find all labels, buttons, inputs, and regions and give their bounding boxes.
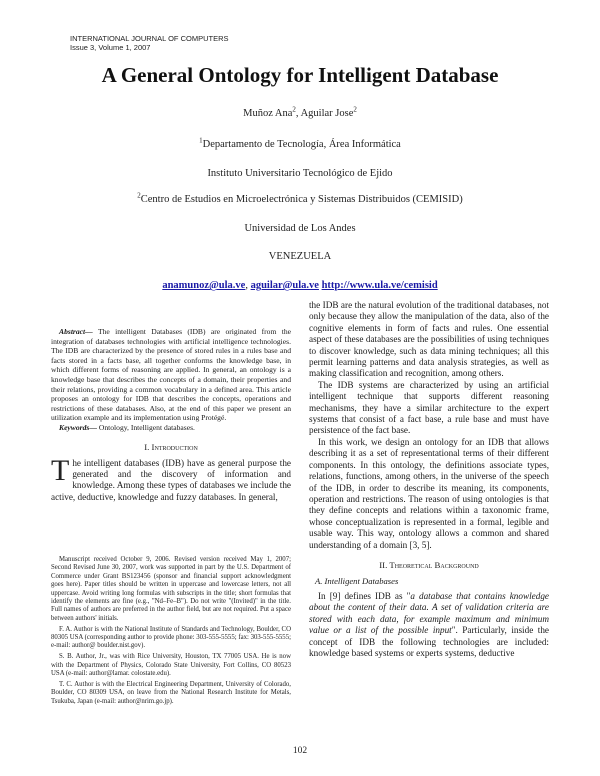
p4-end: ". Particularly, inside the concept of IDB the following technologies are included: knowledge based systems or experts systems, deductive [309,625,549,658]
footnote-1: Manuscript received October 9, 2006. Revised version received May 1, 2007; Second Revised June 30, 2007, work was supported in part by the U.S. Department of Commerce under Grant BS123456 (sponsor and financial support acknowledgment goes here). Paper titles should be written in uppercase and lowercase letters, not all uppercase. Avoid writing long formulas with subscripts in the title; short formulas that identify the elements are fine (e.g., "Nd–Fe–B"). Do not write "(Invited)" in the title. Full names of authors are preferred in the author field, but are not required. Put a space between authors' initials. [51,556,291,622]
right-paragraph-3: In this work, we design an ontology for an IDB that allows describing it as a set of representational terms of their different components. In this ontology, the definitions associate types, relations, functions, among others, in the universe of the speech of the IDB, in order to describe its meaning, its components, operation and restrictions. The reason of using ontologies is that they define concepts and relations within a taxonomic frame, whose conceptualization is represented in a formal, legible and usable way. This way, ontology allows a common and shared understanding of a domain [3, 5]. [309,436,549,550]
keywords-text: Ontology, Intelligent databases. [96,422,195,432]
p4-start: In [9] defines IDB as " [318,590,411,601]
author-separator: , [295,108,301,119]
subsection-heading: A. Intelligent Databases [315,575,399,586]
contact-line [0,279,600,292]
affiliation-4: Universidad de Los Andes [244,223,356,234]
website-link[interactable]: http://www.ula.ve/cemisid [321,280,438,291]
footnote-3: S. B. Author, Jr., was with Rice University, Houston, TX 77005 USA. He is now with the Department of Physics, Colorado State University, Fort Collins, CO 80523 USA (e-mail: author@lamar. colostate.edu). [51,653,291,678]
affiliation-3-text: Centro de Estudios en Microelectrónica y Sistemas Distribuidos (CEMISID) [140,194,463,205]
author-1: Muñoz Ana [243,108,293,119]
email-link-2[interactable]: aguilar@ula.ve [250,280,319,291]
right-paragraph-1: the IDB are the natural evolution of the traditional databases, not only because they allow the manipulation of the data, also of the cognitive elements in form of facts and rules. One essential aspect of these databases are the possibilities of using techniques to discover knowledge, such as data mining techniques; all this permit learning patterns and data analysis strategies, as well as making classification and recognition, among others. [309,300,549,379]
footnotes [51,556,291,708]
affiliation-5: VENEZUELA [268,251,332,262]
affiliation-1-sup: 1 [199,136,203,145]
author-1-sup: 2 [292,105,296,114]
intro-text: he intelligent databases (IDB) have as general purpose the generated and the discovery of information and knowledge. Among these types of databases we include the active, deductive, knowledge and fuzzy databases. In general, [51,457,291,502]
abstract-text: The intelligent Databases (IDB) are originated from the integration of databases technologies with artificial intelligence technologies. The IDB are characterized by the presence of stored rules in a rules base and facts stored in a facts base, all together conforms the knowledge base, in which different forms of reasoning are applied. In general, an ontology is a knowledge base that describes the concepts of a domain, their properties and their relations, providing a common vocabulary in a defined area. This article proposes an ontology for IDB that describes the concepts, operations and restrictions of these databases. Also, at the end of this paper we present an utilization example and its implementation using Protégé. [51,327,291,423]
intro-paragraph [51,453,291,504]
keywords-lead: Keywords— [59,422,97,432]
right-column [309,300,549,659]
journal-name: INTERNATIONAL JOURNAL OF COMPUTERS [70,34,229,43]
email-separator: , [245,280,251,291]
journal-header [70,34,229,52]
section-1-heading: I. Introduction [144,441,198,452]
author-2-sup: 2 [353,105,357,114]
abstract-lead: Abstract— [59,327,93,336]
author-2: Aguilar Jose [300,108,354,119]
page-number: 102 [292,746,308,756]
paper-title: A General Ontology for Intelligent Database [101,63,499,87]
p4-quote: a database that contains knowledge about the content of their data. A set of validation criteria are stored with each data, for example maximum and minimum value or a list of the possible input [309,590,550,636]
abstract [51,327,291,423]
footnote-4: T. C. Author is with the Electrical Engineering Department, University of Colorado, Boulder, CO 80309 USA, on leave from the National Research Institute for Metals, Tsukuba, Japan (e-mail: author@nrim.go.jp). [51,680,291,705]
affiliation-3 [0,193,600,206]
affiliation-3-sup: 2 [137,191,141,200]
right-paragraph-4 [309,591,549,659]
affiliation-1-text: Departamento de Tecnología, Área Informática [202,139,401,150]
affiliation-1 [0,138,600,151]
section-2-heading: II. Theoretical Background [379,559,479,570]
email-link-1[interactable]: anamunoz@ula.ve [162,280,246,291]
right-paragraph-2: The IDB systems are characterized by using an artificial intelligent technique that supports different reasoning mechanisms, they have a similar architecture to the expert systems that consist of a fact base, a rule base and must have persistence of the fact base. [309,379,549,436]
footnote-2: F. A. Author is with the National Institute of Standards and Technology, Boulder, CO 80305 USA (corresponding author to provide phone: 303-555-5555; fax: 303-555-5555; e-mail: author@ boulder.nist.gov). [51,625,291,650]
keywords [51,423,291,433]
left-column [51,327,291,503]
journal-issue: Issue 3, Volume 1, 2007 [70,43,151,52]
affiliation-2: Instituto Universitario Tecnológico de Ejido [207,168,393,179]
authors-line [0,107,600,120]
drop-cap: T [51,453,70,487]
